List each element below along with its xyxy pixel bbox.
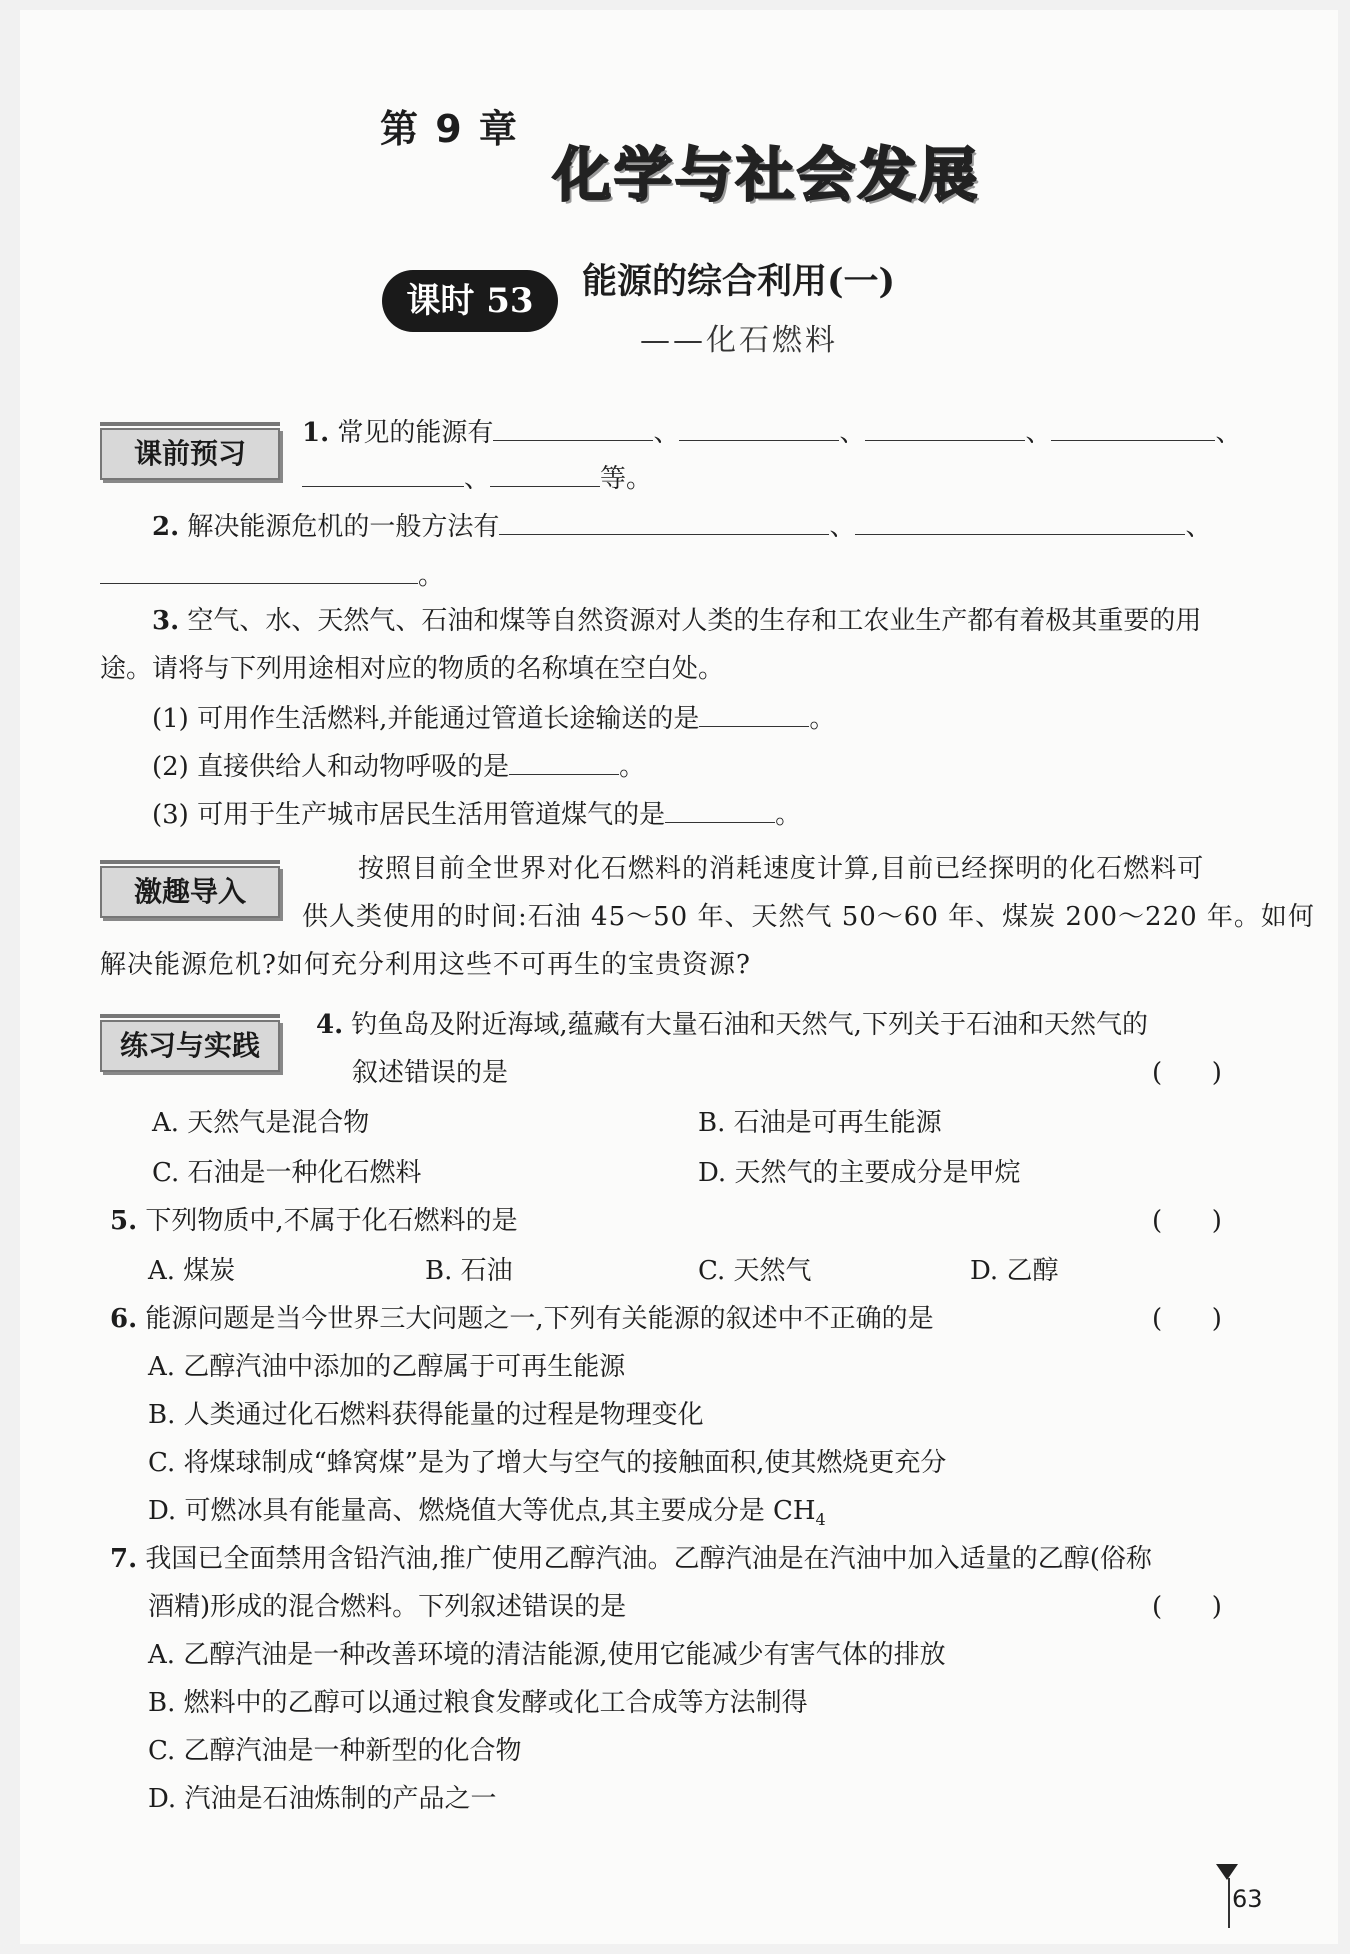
question-number: 4.	[316, 1010, 344, 1040]
question-7-line-2: 酒精)形成的混合燃料。下列叙述错误的是	[148, 1592, 627, 1622]
separator: 、	[1215, 418, 1242, 448]
question-2-line-1	[152, 508, 1211, 544]
question-text: 常见的能源有	[337, 418, 494, 448]
option-b[interactable]: B. 石油	[425, 1256, 513, 1286]
question-end: 。	[809, 704, 836, 734]
question-3-sub-2	[152, 748, 645, 784]
chapter-title: 化学与社会发展	[553, 141, 981, 209]
answer-blank[interactable]	[302, 460, 464, 487]
sub-question-text: (3) 可用于生产城市居民生活用管道煤气的是	[152, 800, 666, 830]
option-b[interactable]: B. 石油是可再生能源	[698, 1108, 942, 1138]
option-b[interactable]: B. 人类通过化石燃料获得能量的过程是物理变化	[148, 1400, 704, 1430]
question-text: 钓鱼岛及附近海域,蕴藏有大量石油和天然气,下列关于石油和天然气的	[351, 1010, 1148, 1040]
option-text: D. 可燃冰具有能量高、燃烧值大等优点,其主要成分是 CH	[148, 1496, 816, 1526]
separator: 、	[1025, 418, 1052, 448]
question-number: 5.	[110, 1206, 138, 1236]
intro-line-3: 解决能源危机?如何充分利用这些不可再生的宝贵资源?	[100, 950, 751, 980]
section-label-practice: 练习与实践	[100, 1020, 280, 1072]
question-text: 空气、水、天然气、石油和煤等自然资源对人类的生存和工农业生产都有着极其重要的用	[187, 606, 1202, 636]
question-number: 2.	[152, 512, 180, 542]
question-4-line-1	[316, 1008, 1148, 1042]
option-d[interactable]: D. 乙醇	[970, 1256, 1059, 1286]
question-1-line-1	[302, 414, 1242, 450]
subscript: 4	[815, 1510, 826, 1530]
answer-parentheses[interactable]: ( )	[1152, 1206, 1222, 1236]
question-4-line-2: 叙述错误的是	[352, 1058, 509, 1088]
section-label-intro: 激趣导入	[100, 866, 280, 918]
page-number: 63	[1232, 1885, 1263, 1913]
option-a[interactable]: A. 乙醇汽油是一种改善环境的清洁能源,使用它能减少有害气体的排放	[148, 1640, 946, 1670]
option-a[interactable]: A. 煤炭	[148, 1256, 236, 1286]
lesson-title: 能源的综合利用(一)	[582, 261, 896, 302]
question-3-sub-3	[152, 796, 801, 832]
answer-blank[interactable]	[699, 700, 809, 727]
option-c[interactable]: C. 将煤球制成“蜂窝煤”是为了增大与空气的接触面积,使其燃烧更充分	[148, 1448, 947, 1478]
option-c[interactable]: C. 乙醇汽油是一种新型的化合物	[148, 1736, 522, 1766]
answer-blank[interactable]	[855, 508, 1185, 535]
question-5-line	[110, 1204, 518, 1238]
question-number: 1.	[302, 418, 330, 448]
chapter-number: 第 9 章	[380, 107, 519, 151]
question-3-line-1	[152, 604, 1201, 638]
question-number: 7.	[110, 1544, 138, 1574]
separator: 、	[829, 512, 856, 542]
separator: 、	[653, 418, 680, 448]
intro-line-2: 供人类使用的时间:石油 45～50 年、天然气 50～60 年、煤炭 200～220 年。如何	[302, 902, 1315, 932]
answer-blank[interactable]	[665, 796, 775, 823]
lesson-badge: 课时 53	[382, 270, 558, 332]
answer-parentheses[interactable]: ( )	[1152, 1592, 1222, 1622]
option-c[interactable]: C. 石油是一种化石燃料	[152, 1158, 422, 1188]
sub-question-text: (2) 直接供给人和动物呼吸的是	[152, 752, 510, 782]
question-6-line	[110, 1302, 934, 1336]
question-number: 6.	[110, 1304, 138, 1334]
question-end: 。	[418, 561, 445, 591]
option-d[interactable]: D. 天然气的主要成分是甲烷	[698, 1158, 1021, 1188]
question-text: 下列物质中,不属于化石燃料的是	[145, 1206, 518, 1236]
lesson-subtitle: ——化石燃料	[640, 323, 838, 358]
option-a[interactable]: A. 乙醇汽油中添加的乙醇属于可再生能源	[148, 1352, 626, 1382]
question-text: 我国已全面禁用含铅汽油,推广使用乙醇汽油。乙醇汽油是在汽油中加入适量的乙醇(俗称	[145, 1544, 1152, 1574]
question-3-line-2: 途。请将与下列用途相对应的物质的名称填在空白处。	[100, 654, 725, 684]
option-b[interactable]: B. 燃料中的乙醇可以通过粮食发酵或化工合成等方法制得	[148, 1688, 808, 1718]
section-label-preview: 课前预习	[100, 428, 280, 480]
answer-blank[interactable]	[493, 414, 653, 441]
answer-blank[interactable]	[865, 414, 1025, 441]
answer-blank[interactable]	[509, 748, 619, 775]
separator: 、	[1185, 512, 1212, 542]
sub-question-text: (1) 可用作生活燃料,并能通过管道长途输送的是	[152, 704, 700, 734]
answer-blank[interactable]	[490, 460, 600, 487]
question-2-line-2	[100, 557, 444, 593]
separator: 、	[839, 418, 866, 448]
answer-parentheses[interactable]: ( )	[1152, 1058, 1222, 1088]
question-1-line-2	[302, 460, 652, 496]
intro-line-1: 按照目前全世界对化石燃料的消耗速度计算,目前已经探明的化石燃料可	[358, 854, 1205, 884]
triangle-marker-icon	[1216, 1864, 1238, 1880]
answer-parentheses[interactable]: ( )	[1152, 1304, 1222, 1334]
question-3-sub-1	[152, 700, 835, 736]
option-a[interactable]: A. 天然气是混合物	[152, 1108, 370, 1138]
option-c[interactable]: C. 天然气	[698, 1256, 812, 1286]
answer-blank[interactable]	[1051, 414, 1215, 441]
page-number-divider	[1228, 1878, 1230, 1928]
question-7-line-1	[110, 1542, 1152, 1576]
question-end: 等。	[600, 464, 653, 494]
question-end: 。	[775, 800, 802, 830]
answer-blank[interactable]	[499, 508, 829, 535]
answer-blank[interactable]	[100, 557, 418, 584]
question-number: 3.	[152, 606, 180, 636]
question-text: 解决能源危机的一般方法有	[187, 512, 500, 542]
answer-blank[interactable]	[679, 414, 839, 441]
option-d[interactable]	[148, 1494, 826, 1537]
question-end: 。	[619, 752, 646, 782]
option-d[interactable]: D. 汽油是石油炼制的产品之一	[148, 1784, 497, 1814]
separator: 、	[464, 464, 491, 494]
question-text: 能源问题是当今世界三大问题之一,下列有关能源的叙述中不正确的是	[145, 1304, 934, 1334]
